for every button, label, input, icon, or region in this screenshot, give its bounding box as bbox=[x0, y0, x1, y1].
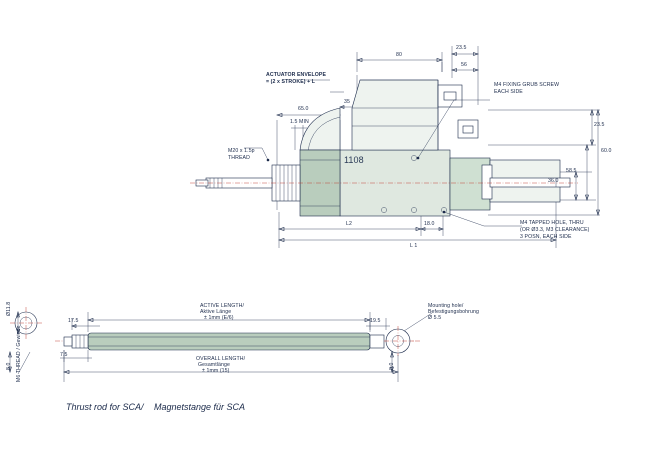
active-length-line1: ACTIVE LENGTH/ bbox=[200, 303, 245, 309]
active-length-line2: Aktive Länge bbox=[200, 309, 232, 315]
overall-length-line3: ± 1mm (15) bbox=[202, 368, 230, 374]
mounting-hole-line3: Ø 5.5 bbox=[428, 315, 442, 321]
overall-length-line2: Gesamtlänge bbox=[198, 362, 230, 368]
dim-label-58-5: 58.5 bbox=[566, 168, 577, 174]
dim-label-8-left: 8.0 bbox=[6, 362, 12, 370]
caption-en: Thrust rod for SCA/ bbox=[66, 402, 144, 412]
actuator-envelope-note-line2: = (2 x STROKE) + L bbox=[266, 79, 316, 85]
dim-overall-length bbox=[64, 350, 398, 382]
dim-label-80: 80 bbox=[396, 52, 402, 58]
overall-length-line1: OVERALL LENGTH/ bbox=[196, 356, 246, 362]
grub-screw-note-line2: EACH SIDE bbox=[494, 89, 523, 95]
dim-label-18: 18.0 bbox=[424, 221, 435, 227]
mounting-hole-line1: Mounting hole/ bbox=[428, 303, 464, 309]
tapped-hole-note-line3: 3 POSN, EACH SIDE bbox=[520, 234, 572, 240]
dim-label-56: 56 bbox=[461, 62, 467, 68]
tapped-hole-note-line2: (OR Ø3.3, M3 CLEARANCE) bbox=[520, 227, 590, 233]
dim-label-L2: L2 bbox=[346, 221, 352, 227]
grub-screw-note-line1: M4 FIXING GRUB SCREW bbox=[494, 82, 560, 88]
dim-label-1-5-min: 1.5 MIN bbox=[290, 119, 309, 125]
dim-label-L1: L 1 bbox=[410, 243, 418, 249]
tapped-hole-note-line1: M4 TAPPED HOLE, THRU bbox=[520, 220, 584, 226]
caption-de: Magnetstange für SCA bbox=[154, 402, 246, 412]
dim-label-23-5-right: 23.5 bbox=[594, 122, 605, 128]
thread-note-line2: THREAD bbox=[228, 155, 250, 161]
actuator-envelope-note-line1: ACTUATOR ENVELOPE bbox=[266, 72, 327, 78]
dim-label-60: 60.0 bbox=[601, 148, 612, 154]
dim-L2 bbox=[279, 212, 421, 248]
dim-label-7-5: 7.5 bbox=[60, 352, 68, 358]
dim-label-17-5: 17.5 bbox=[68, 318, 79, 324]
thread-note-line1: M20 x 1.5p bbox=[228, 148, 255, 154]
m6-thread-note: M6 THREAD / Gewinde bbox=[16, 325, 22, 382]
dim-label-65: 65.0 bbox=[298, 106, 309, 112]
dim-label-d11-8: Ø11.8 bbox=[6, 301, 12, 316]
active-length-line3: ± 1mm (E/6) bbox=[204, 315, 234, 321]
dim-label-23-5-top: 23.5 bbox=[456, 45, 467, 51]
dim-56-top bbox=[442, 62, 478, 72]
dim-label-36: 36.0 bbox=[548, 178, 559, 184]
dim-label-19-5: 19.5 bbox=[370, 318, 381, 324]
dim-label-8-right: 8.0 bbox=[389, 362, 395, 370]
body-part-number: 1108 bbox=[344, 155, 364, 165]
dim-label-35: 35 bbox=[344, 99, 350, 105]
mounting-hole-line2: Befestigungsbohrung bbox=[428, 309, 479, 315]
